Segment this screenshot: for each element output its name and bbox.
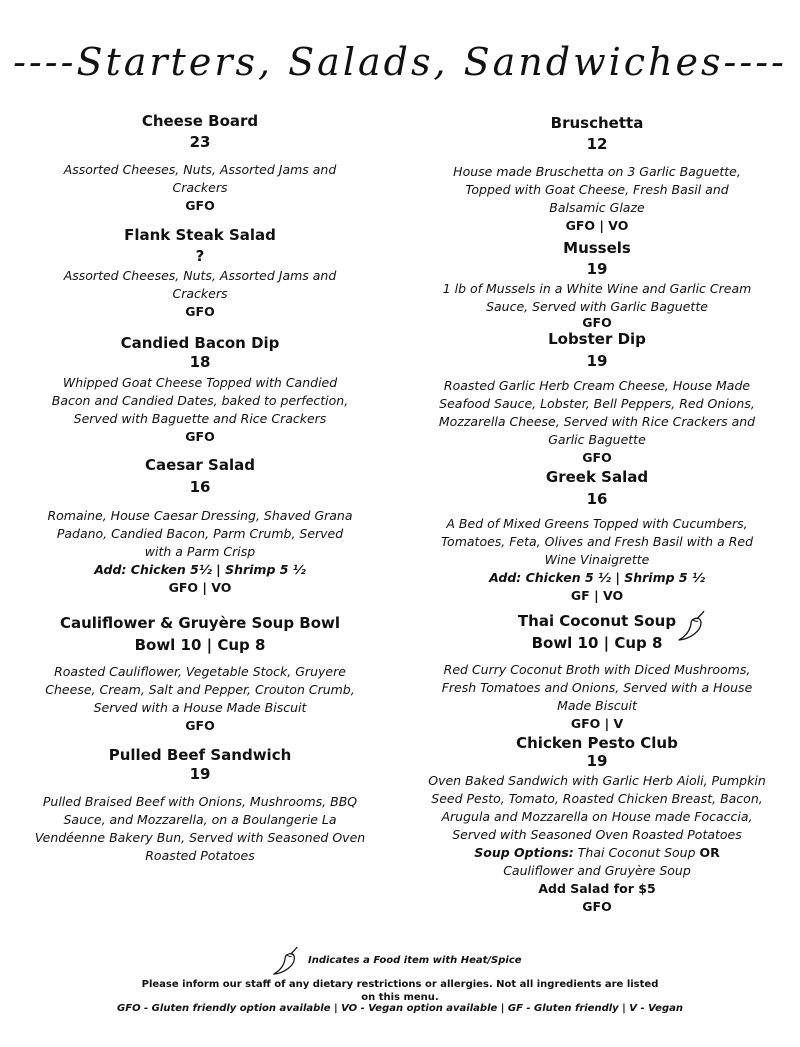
item-price: ? — [195, 247, 205, 265]
item-tags: GFO | VO — [565, 218, 629, 233]
item-price: 19 — [189, 765, 211, 783]
item-name: Mussels — [563, 239, 631, 257]
item-tags: GFO — [185, 718, 215, 733]
item-name: Greek Salad — [545, 468, 649, 486]
item-price: Bowl 10 | Cup 8 — [531, 634, 663, 652]
soup-option-b: Cauliflower and Gruyère Soup — [503, 863, 691, 878]
item-price: 18 — [189, 353, 211, 371]
item-addons: Add: Chicken 5½ | Shrimp 5 ½ — [94, 562, 306, 577]
item-price: 19 — [586, 752, 608, 770]
item-description: Red Curry Coconut Broth with Diced Mushrooms, Fresh Tomatoes and Onions, Served with a House Made Biscuit — [441, 662, 753, 713]
menu-item-cheese-board — [45, 111, 355, 214]
chili-pepper-icon — [676, 610, 706, 642]
footer-legend: Indicates a Food item with Heat/Spice — [308, 955, 522, 966]
item-name: Bruschetta — [550, 114, 644, 132]
add-salad: Add Salad for $5 — [538, 881, 656, 896]
item-name: Cheese Board — [141, 112, 259, 130]
menu-item-candied-bacon-dip — [45, 333, 355, 445]
item-description: Oven Baked Sandwich with Garlic Herb Aioli, Pumpkin Seed Pesto, Tomato, Roasted Chicken Breast, Bacon, Arugula and Mozzarella on House made Focaccia, Served with Seasoned Oven Roasted Potatoes — [428, 773, 766, 842]
item-name: Cauliflower & Gruyère Soup Bowl — [59, 614, 341, 632]
soup-option-a: Thai Coconut Soup — [573, 845, 700, 860]
soup-options — [427, 844, 767, 880]
page-title: ----Starters, Salads, Sandwiches---- — [13, 40, 787, 84]
item-name: Thai Coconut Soup — [517, 612, 677, 630]
item-price: 16 — [189, 478, 211, 496]
footer-key: GFO - Gluten friendly option available | VO - Vegan option available | GF - Gluten friendly | V - Vegan — [117, 1003, 683, 1014]
item-price: 19 — [586, 260, 608, 278]
item-description: Romaine, House Caesar Dressing, Shaved Grana Padano, Candied Bacon, Parm Crumb, Served with a Parm Crisp — [47, 508, 353, 559]
item-name: Caesar Salad — [145, 456, 255, 474]
item-description: Assorted Cheeses, Nuts, Assorted Jams and Crackers — [63, 162, 337, 195]
item-tags: GFO | V — [570, 716, 624, 731]
menu-item-lobster-dip — [427, 329, 767, 466]
item-tags: GFO — [582, 899, 612, 914]
item-name: Chicken Pesto Club — [516, 734, 678, 752]
item-price: 19 — [586, 352, 608, 370]
item-description: Roasted Garlic Herb Cream Cheese, House Made Seafood Sauce, Lobster, Bell Peppers, Red Onions, Mozzarella Cheese, Served with Rice Crackers and Garlic Baguette — [438, 378, 756, 447]
item-description: Roasted Cauliflower, Vegetable Stock, Gruyere Cheese, Cream, Salt and Pepper, Crouton Crumb, Served with a House Made Biscuit — [45, 664, 355, 715]
item-name: Pulled Beef Sandwich — [108, 746, 292, 764]
item-description: Assorted Cheeses, Nuts, Assorted Jams and Crackers — [63, 268, 337, 301]
footer-notice: Please inform our staff of any dietary restrictions or allergies. Not all ingredients are listed on this menu. — [141, 979, 659, 1003]
item-tags: GFO — [582, 450, 612, 465]
item-name: Candied Bacon Dip — [120, 334, 280, 352]
item-tags: GFO — [185, 304, 215, 319]
item-description: A Bed of Mixed Greens Topped with Cucumbers, Tomatoes, Feta, Olives and Fresh Basil with a Red Wine Vinaigrette — [440, 516, 754, 567]
item-tags: GFO | VO — [168, 580, 232, 595]
item-tags: GFO — [582, 315, 612, 330]
item-description: House made Bruschetta on 3 Garlic Baguette, Topped with Goat Cheese, Fresh Basil and Balsamic Glaze — [453, 164, 741, 215]
item-description: Whipped Goat Cheese Topped with Candied Bacon and Candied Dates, baked to perfection, Served with Baguette and Rice Crackers — [51, 375, 349, 426]
menu-item-pulled-beef-sandwich — [30, 745, 370, 865]
menu-item-caesar-salad — [45, 455, 355, 596]
menu-item-chicken-pesto-club — [427, 734, 767, 915]
menu-item-mussels — [427, 238, 767, 330]
item-name: Flank Steak Salad — [124, 226, 276, 244]
menu-item-thai-coconut-soup — [427, 611, 767, 732]
soup-options-label: Soup Options: — [474, 845, 574, 860]
item-name: Lobster Dip — [548, 330, 646, 348]
soup-option-or: OR — [699, 845, 720, 860]
item-addons: Add: Chicken 5 ½ | Shrimp 5 ½ — [489, 570, 705, 585]
item-tags: GFO — [185, 429, 215, 444]
item-price: Bowl 10 | Cup 8 — [134, 636, 266, 654]
item-price: 23 — [189, 133, 211, 151]
item-price: 12 — [586, 135, 608, 153]
menu-item-flank-steak-salad — [45, 225, 355, 320]
item-price: 16 — [586, 490, 608, 508]
menu-item-greek-salad — [427, 467, 767, 604]
item-description: 1 lb of Mussels in a White Wine and Garlic Cream Sauce, Served with Garlic Baguette — [442, 281, 752, 314]
menu-item-bruschetta — [442, 113, 752, 234]
menu-item-cauliflower-soup — [30, 613, 370, 734]
item-tags: GF | VO — [570, 588, 624, 603]
chili-pepper-icon — [270, 946, 300, 976]
item-tags: GFO — [185, 198, 215, 213]
item-description: Pulled Braised Beef with Onions, Mushrooms, BBQ Sauce, and Mozzarella, on a Boulangerie La Vendéenne Bakery Bun, Served with Seasoned Oven Roasted Potatoes — [34, 794, 366, 863]
